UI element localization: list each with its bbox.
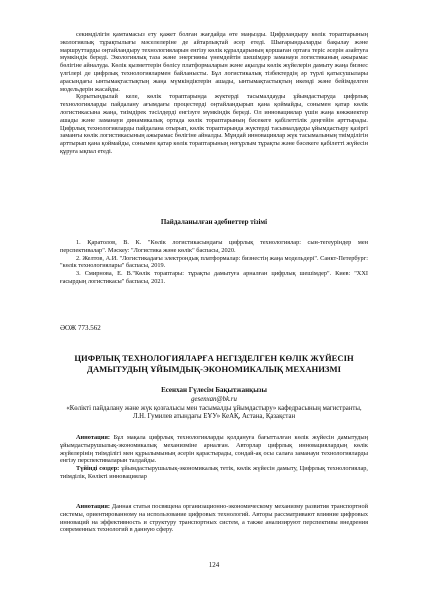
annotation-text: Бұл мақала цифрлық технологияларды қолдануға бағытталған көлік жүйесін дамытудың ұйымдастырушылық-экономикалық механизміне арналған. Авторлар цифрлық инновациялардың көлік жүйелерінің тиімділігі мен құрылымының әсерін қарастырады, сондай-ақ осы салаға заманауи технологияларды енгізу перспективаларын талдайды.: [60, 434, 368, 465]
keywords-label: Түйінді сөздер:: [76, 465, 120, 473]
reference-item: 2. Желтов, А.И. "Логистикадағы электрондық платформалар: бизнестің жаңа модельдері". Санкт-Петербург: "көлік технологиялары" баспасы, 2019.: [60, 254, 368, 270]
reference-item: 1. Қаратолов, В. К. "Көлік логистикасындағы цифрлық технологиялар: сын-тегеуріндер мен перспективалар". Мәскеу: "Логистика және көлік" баспасы, 2020.: [60, 239, 368, 254]
paragraph-2: Қорытындылай келе, көлік тораптарында жүктерді тасымалдауды ұйымдастыруда цифрлық технологияларды пайдалану ағымдағы процестерді оңтайландырып қана қоймайды, сонымен қатар көлік логистикасына жаңа, тиімдірек тәсілдерді енгізуге мүмкіндік береді. Ол инновациялар үшін жаңа көкжиектер ашады және заманауи динамикалық ортада көлік тораптарының бәсекеге қабілеттілік деңгейін арттырады. Цифрлық технологияларды пайдалана отырып, көлік тораптарында жүктерді тасымалдауды ұйымдастыру қазіргі заманғы көлік логистикасының ажырамас бөлігіне айналды. Мұндай инновациялар жүк тасымалының тиімділігін арттырып қана қоймайды, сонымен қатар көлік тораптарының неғұрлым тұрақты және бәсекеге қабілетті жүйесін құруға ықпал етеді.: [60, 93, 368, 155]
references-section: [60, 219, 368, 227]
article-title: ЦИФРЛЫҚ ТЕХНОЛОГИЯЛАРҒА НЕГІЗДЕЛГЕН КӨЛІК ЖҮЙЕСІН ДАМЫТУДЫҢ ҰЙЫМДЫҚ-ЭКОНОМИКАЛЫҚ МЕХАНИЗМІ: [74, 352, 354, 374]
body-text-top: [60, 31, 368, 156]
author-name: Есенхан Гүлесім Бақытжанқызы: [161, 386, 267, 394]
author-block: [60, 386, 368, 421]
udc-code: ӘОЖ 773.562: [60, 324, 101, 332]
annotation-block: [60, 434, 368, 481]
annotation: [60, 434, 368, 465]
ru-annotation-label: Аннотация:: [76, 503, 110, 510]
ru-annotation-block: [60, 503, 368, 534]
article-title-block: [60, 344, 368, 383]
keywords-text: ұйымдастырушылық-экономикалық тетік, көлік жүйесін дамыту, Цифрлық технологиялар, тиімділік, Көлікті инновациялар: [60, 465, 368, 480]
paragraph-1: секимділігін қамтамасыз ету қажет болған жағдайда өте маңызды. Цифрландыру көлік тораптарының экологиялық тұрақтылығы мәселелеріне де айтарлықтай әсер етеді. Шығарындыларды бақылау және маршруттарды оңтайландыру технологияларын енгізу көлік құралдарының қоршаған ортаға теріс әсерін азайтуға мүмкіндік береді. Экологиялық таза және энергияны үнемдейтін шешімдер заманауи логистиканың ажырамас бөлігіне айналуда. Көлік қызметтерін бөлісу платформаларын және ақылды көлік жүйелерін дамыту жаңа бизнес үлгілері де цифрлық технологиялармен байланысты. Бұл логистикалық тізбектердің әр түрлі қатысушылары арасындағы ынтымақтастықтың жаңа мүмкіндіктерін ашады, ынтымақтастықтың икемді және бейімделген модельдерін жасайды.: [60, 31, 368, 93]
references-heading: Пайдаланылған әдебиеттер тізімі: [160, 218, 268, 226]
page-footer: [60, 561, 368, 569]
author-email: gesenxan@bk.ru: [191, 396, 237, 403]
ru-annotation: [60, 503, 368, 534]
keywords: [60, 465, 368, 481]
annotation-label: Аннотация:: [76, 434, 110, 441]
references-list: [60, 239, 368, 286]
author-affiliation: «Көлікті пайдалану және жүк қозғалысы мен тасымалды ұйымдастыру» кафедрасының магистранты, Л.Н. Гумилев атындағы ЕҰУ» КеАҚ, Астана, Қазақстан: [66, 405, 362, 420]
udc-block: [60, 325, 368, 333]
ru-annotation-text: Данная статья посвящена организационно-экономическому механизму развития транспортной системы, ориентированному на использование цифровых технологий. Авторы рассматривают влияние цифровых инноваций на эффективность и структуру транспортных систем, а также анализируют перспективы внедрения современных технологий в данную сферу.: [60, 503, 368, 534]
references-list-block: [60, 239, 368, 286]
page-number: 124: [208, 561, 220, 569]
reference-item: 3. Смирнова, Е. В."Көлік тораптары: тұрақты дамытуға арналған цифрлық шешімдер". Киев: "XXI ғасырдың логистикасы" баспасы, 2021.: [60, 270, 368, 285]
